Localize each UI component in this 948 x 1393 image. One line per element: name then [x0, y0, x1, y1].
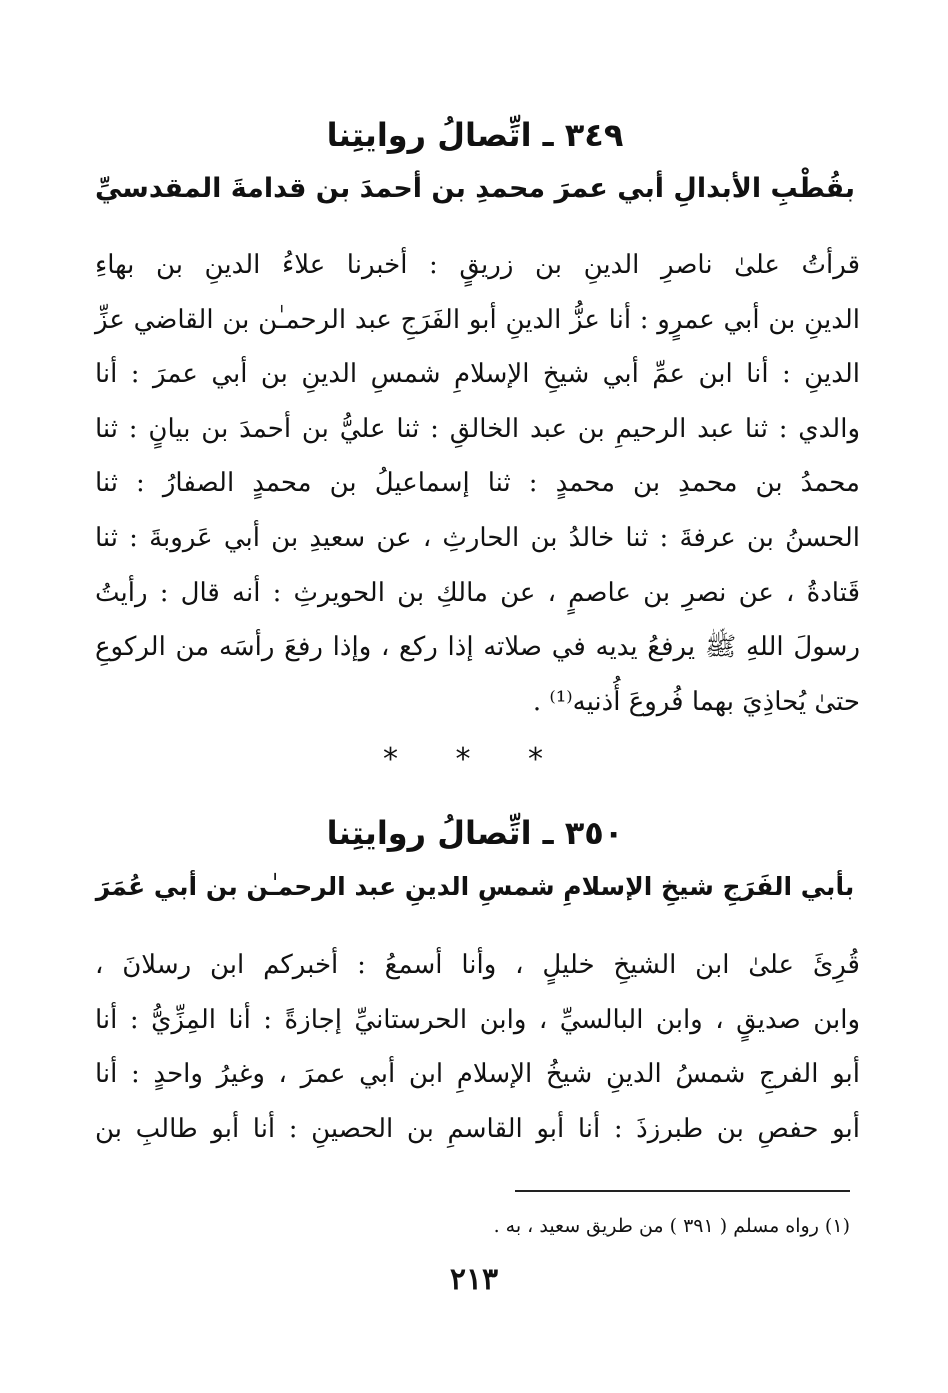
text-line: قُرِئَ علىٰ ابن الشيخِ خليلٍ ، وأنا أسمعُ : أخبركم ابن رسلانَ ،: [95, 950, 860, 980]
text-line: الحسنُ بن عرفةَ : ثنا خالدُ بن الحارثِ ، عن سعيدِ بن أبي عَروبةَ : ثنا: [95, 522, 860, 553]
text-line: قَتادةُ ، عن نصرِ بن عاصمٍ ، عن مالكِ بن الحويرثِ : أنه قال : رأيتُ: [95, 577, 860, 608]
text-line: والدي : ثنا عبد الرحيمِ بن عبد الخالقِ : ثنا عليُّ بن أحمدَ بن بيانٍ : ثنا: [95, 413, 860, 444]
text-line: الدينِ بن أبي عمرٍو : أنا عزُّ الدينِ أبو الفَرَجِ عبد الرحمـٰن بن القاضي عزِّ: [95, 304, 860, 335]
text-line: الدينِ : أنا ابن عمِّ أبي شيخِ الإسلامِ شمسِ الدينِ بن أبي عمرَ : أنا: [95, 359, 860, 390]
section-349-body: [95, 238, 860, 729]
footnote-divider: [515, 1190, 850, 1192]
section-350-body: [95, 938, 860, 1156]
section-350-subheading: بأبي الفَرَجِ شيخِ الإسلامِ شمسِ الدينِ عبد الرحمـٰن بن أبي عُمَرَ: [95, 872, 855, 901]
text-line: وابن صديقٍ ، وابن البالسيِّ ، وابن الحرستانيِّ إجازةً : أنا المِزِّيُّ : أنا: [95, 1004, 860, 1035]
footnote: (١) رواه مسلم ( ٣٩١ ) من طريق سعيد ، به .: [493, 1215, 850, 1237]
section-350-heading: ٣٥٠ ـ اتِّصالُ روايتِنا: [326, 814, 624, 852]
section-349-heading: ٣٤٩ ـ اتِّصالُ روايتِنا: [326, 116, 624, 154]
page-number: ٢١٣: [449, 1262, 499, 1297]
text-line: قرأتُ علىٰ ناصرِ الدينِ بن زريقٍ : أخبرنا علاءُ الدينِ بن بهاءِ: [95, 250, 860, 280]
text-line: أبو حفصِ بن طبرزذَ : أنا أبو القاسمِ بن الحصينِ : أنا أبو طالبِ بن: [95, 1113, 860, 1144]
section-349-subheading: بقُطْبِ الأبدالِ أبي عمرَ محمدِ بن أحمدَ بن قدامةَ المقدسيِّ: [94, 173, 856, 204]
text-line: أبو الفرجِ شمسُ الدينِ شيخُ الإسلامِ ابن أبي عمرَ ، وغيرُ واحدٍ : أنا: [95, 1059, 860, 1090]
text-line: حتىٰ يُحاذِيَ بهما فُروعَ أُذنيه⁽¹⁾ .: [532, 686, 860, 717]
text-line: محمدُ بن محمدِ بن محمدٍ : ثنا إسماعيلُ بن محمدٍ الصفارُ : ثنا: [95, 468, 860, 499]
section-separator: * * *: [382, 742, 568, 777]
text-line: رسولَ اللهِ ﷺ يرفعُ يديه في صلاته إذا ركع ، وإذا رفعَ رأسَه من الركوعِ: [95, 632, 860, 663]
